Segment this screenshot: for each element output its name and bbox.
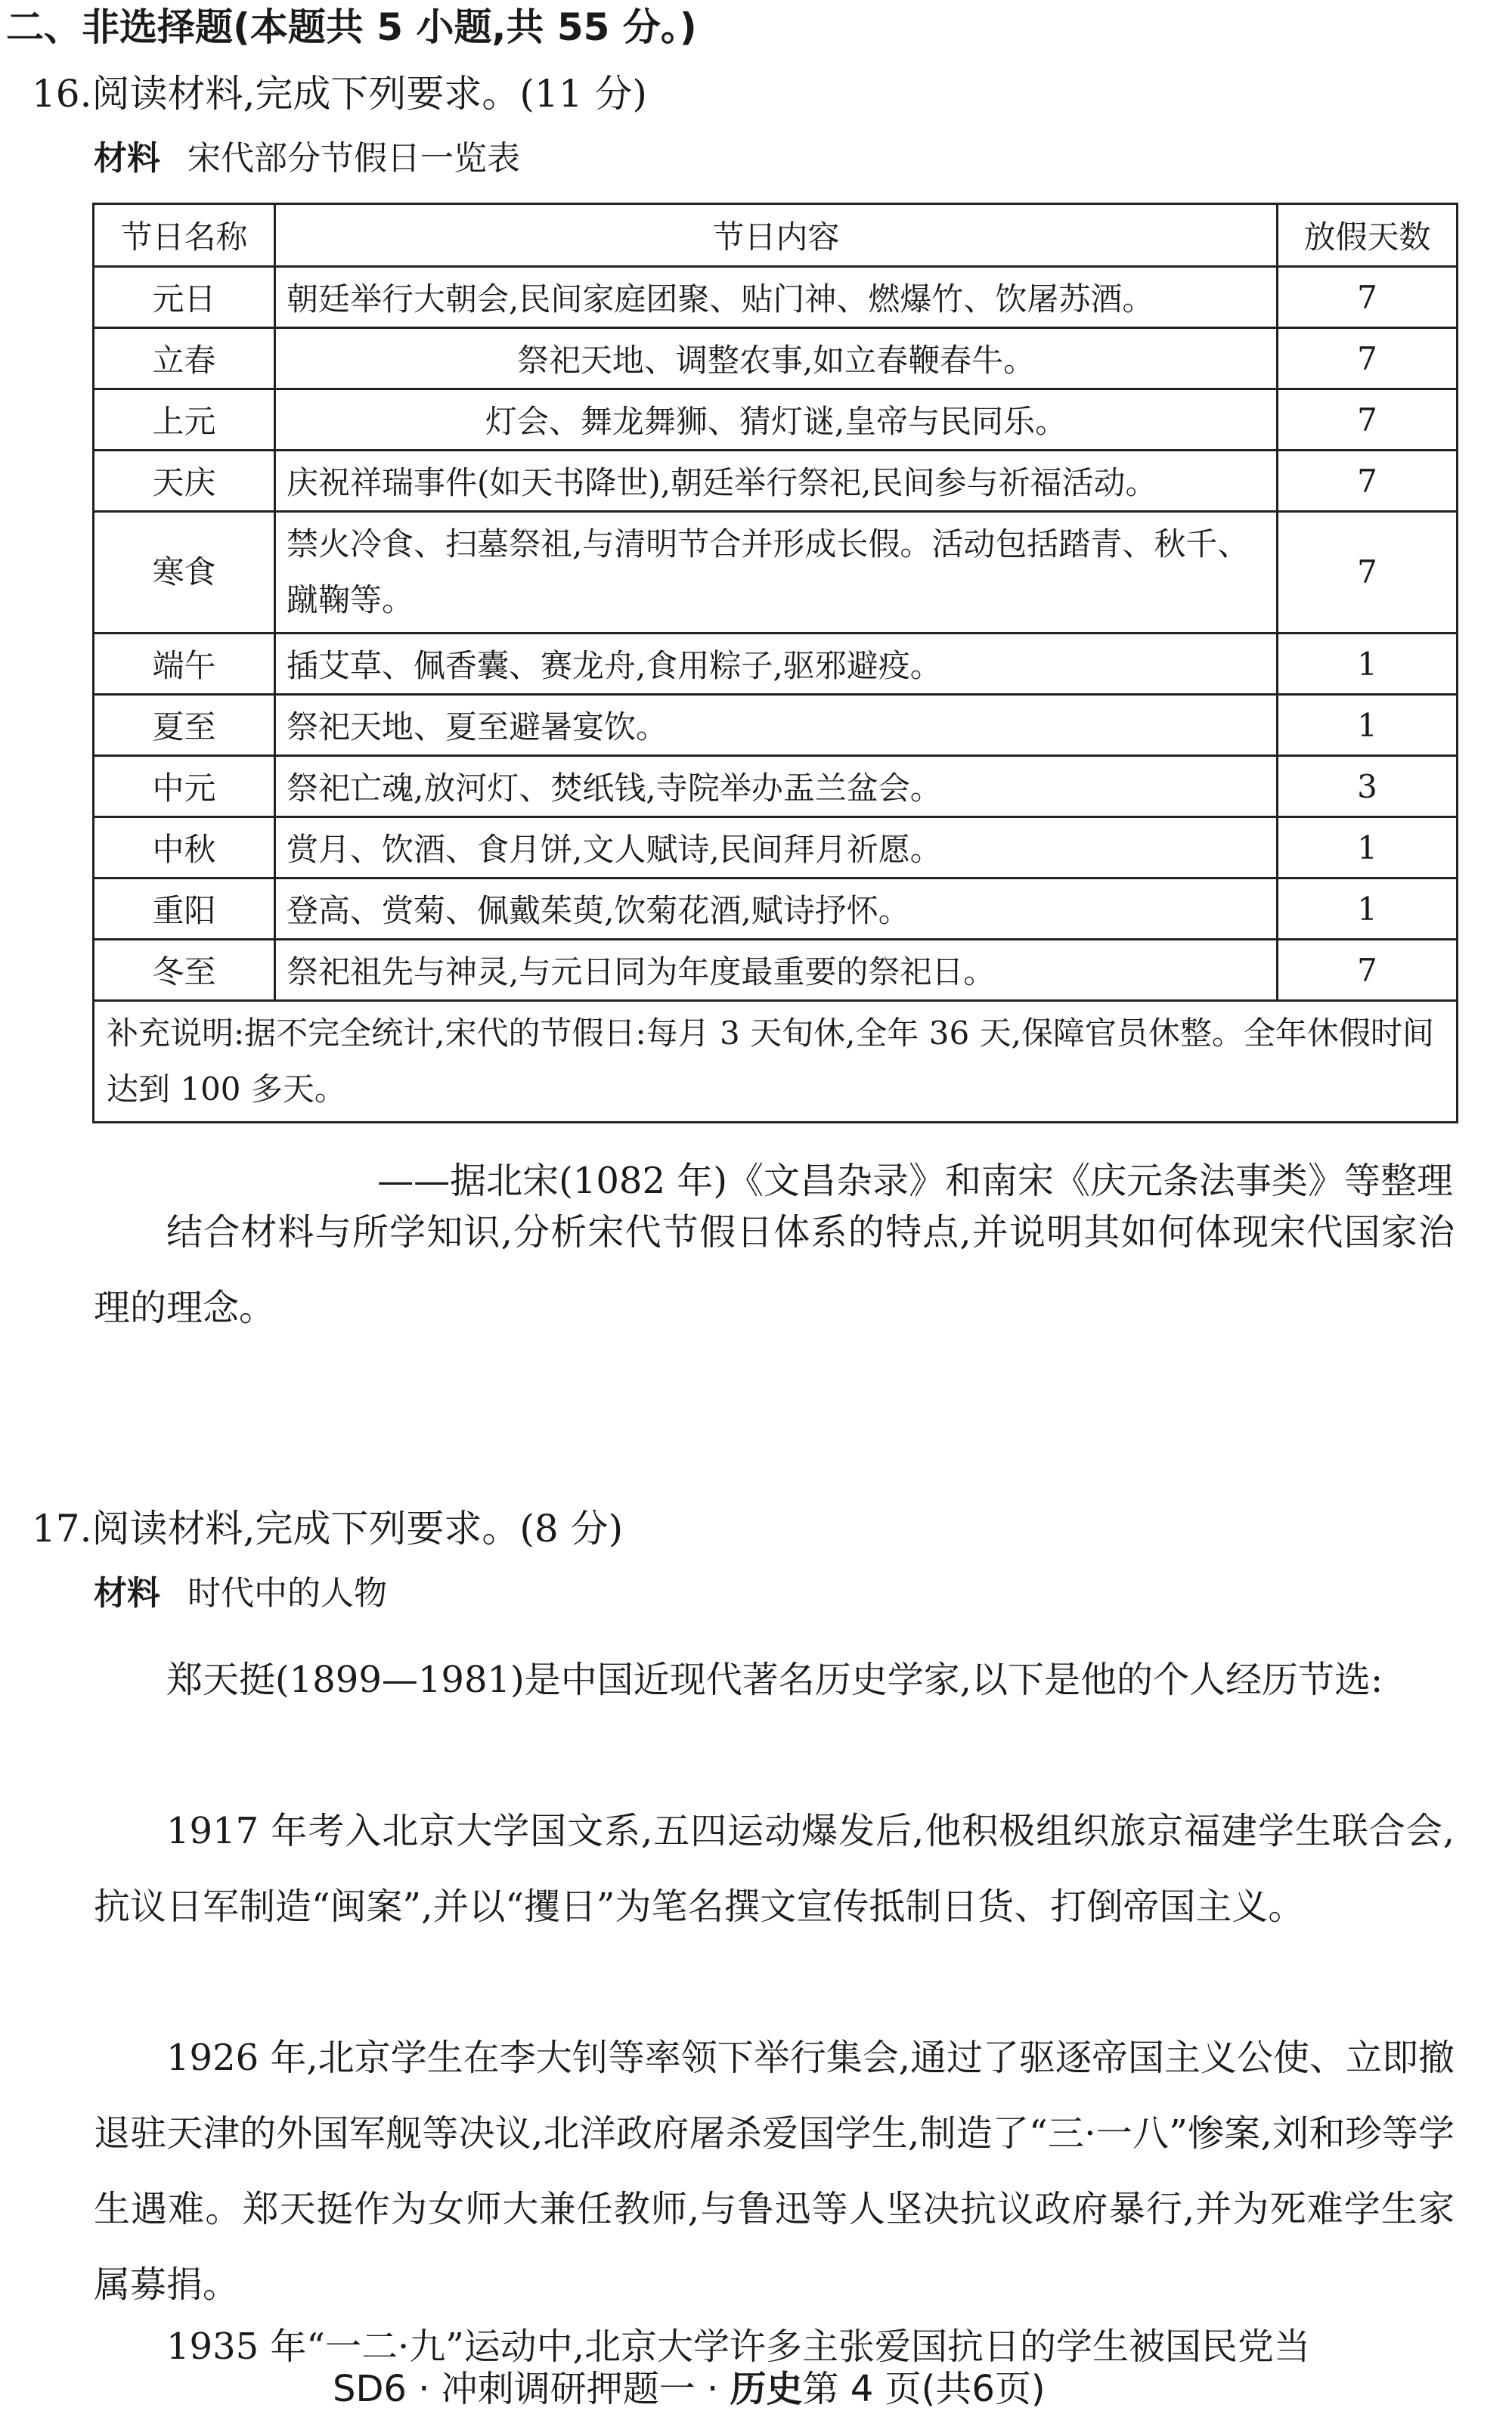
question-17-title: 17.阅读材料,完成下列要求。(8 分) <box>32 1507 624 1551</box>
holiday-name: 元日 <box>94 267 275 328</box>
table-note-row <box>94 1001 1458 1123</box>
holiday-content: 庆祝祥瑞事件(如天书降世),朝廷举行祭祀,民间参与祈福活动。 <box>275 451 1278 512</box>
holiday-table <box>92 203 1458 1123</box>
material-label: 材料 <box>94 139 160 178</box>
holiday-days: 7 <box>1278 267 1458 328</box>
q17-material-heading <box>94 1571 387 1616</box>
table-row <box>94 634 1458 695</box>
table-row <box>94 695 1458 756</box>
table-row <box>94 512 1458 634</box>
holiday-content: 祭祀祖先与神灵,与元日同为年度最重要的祭祀日。 <box>275 940 1278 1001</box>
holiday-name: 重阳 <box>94 878 275 940</box>
q17-paragraph: 1926 年,北京学生在李大钊等率领下举行集会,通过了驱逐帝国主义公使、立即撤退驻天津的外国军舰等决议,北洋政府屠杀爱国学生,制造了“三·一八”惨案,刘和珍等学生遇难。郑天挺作为女师大兼任教师,与鲁迅等人坚决抗议政府暴行,并为死难学生家属募捐。 <box>94 2037 1455 2306</box>
holiday-name: 中元 <box>94 756 275 817</box>
table-row <box>94 267 1458 328</box>
q16-source: ——据北宋(1082 年)《文昌杂录》和南宋《庆元条法事类》等整理 <box>377 1160 1453 1202</box>
material-label: 材料 <box>94 1574 160 1613</box>
table-header-row <box>94 204 1458 267</box>
holiday-content: 祭祀亡魂,放河灯、焚纸钱,寺院举办盂兰盆会。 <box>275 756 1278 817</box>
holiday-content: 朝廷举行大朝会,民间家庭团聚、贴门神、燃爆竹、饮屠苏酒。 <box>275 267 1278 328</box>
q16-question: 结合材料与所学知识,分析宋代节假日体系的特点,并说明其如何体现宋代国家治理的理念。 <box>94 1211 1455 1329</box>
holiday-name: 端午 <box>94 634 275 695</box>
table-note: 补充说明:据不完全统计,宋代的节假日:每月 3 天旬休,全年 36 天,保障官员休整。全年休假时间达到 100 多天。 <box>94 1001 1458 1123</box>
holiday-days: 7 <box>1278 389 1458 451</box>
holiday-name: 夏至 <box>94 695 275 756</box>
section-title: 二、非选择题(本题共 5 小题,共 55 分。) <box>6 5 697 49</box>
page-footer <box>333 2365 1046 2413</box>
table-row <box>94 756 1458 817</box>
holiday-content: 赏月、饮酒、食月饼,文人赋诗,民间拜月祈愿。 <box>275 817 1278 878</box>
holiday-content: 祭祀天地、调整农事,如立春鞭春牛。 <box>275 328 1278 389</box>
holiday-days: 1 <box>1278 878 1458 940</box>
material-title: 时代中的人物 <box>187 1574 387 1613</box>
table-row <box>94 878 1458 940</box>
table-row <box>94 940 1458 1001</box>
table-row <box>94 451 1458 512</box>
header-name: 节日名称 <box>94 204 275 267</box>
footer-subject: 历史 <box>730 2368 803 2410</box>
header-days: 放假天数 <box>1278 204 1458 267</box>
footer-code: SD6 · 冲刺调研押题一 · <box>333 2368 719 2410</box>
holiday-days: 3 <box>1278 756 1458 817</box>
holiday-days: 7 <box>1278 940 1458 1001</box>
holiday-name: 天庆 <box>94 451 275 512</box>
header-content: 节日内容 <box>275 204 1278 267</box>
table-row <box>94 817 1458 878</box>
q16-material-heading <box>94 136 520 181</box>
q17-paragraph: 1935 年“一二·九”运动中,北京大学许多主张爱国抗日的学生被国民党当 <box>166 2325 1311 2368</box>
holiday-content: 插艾草、佩香囊、赛龙舟,食用粽子,驱邪避疫。 <box>275 634 1278 695</box>
holiday-days: 7 <box>1278 328 1458 389</box>
table-row <box>94 328 1458 389</box>
holiday-name: 上元 <box>94 389 275 451</box>
question-16-title: 16.阅读材料,完成下列要求。(11 分) <box>32 72 647 116</box>
material-title: 宋代部分节假日一览表 <box>187 139 520 178</box>
holiday-name: 冬至 <box>94 940 275 1001</box>
q17-paragraph: 郑天挺(1899—1981)是中国近现代著名历史学家,以下是他的个人经历节选: <box>166 1659 1383 1701</box>
holiday-days: 1 <box>1278 634 1458 695</box>
holiday-days: 1 <box>1278 695 1458 756</box>
table-row <box>94 389 1458 451</box>
holiday-name: 立春 <box>94 328 275 389</box>
holiday-name: 寒食 <box>94 512 275 634</box>
holiday-content: 禁火冷食、扫墓祭祖,与清明节合并形成长假。活动包括踏青、秋千、蹴鞠等。 <box>275 512 1278 634</box>
footer-page: 第 4 页(共6页) <box>802 2368 1046 2410</box>
holiday-name: 中秋 <box>94 817 275 878</box>
holiday-content: 登高、赏菊、佩戴茱萸,饮菊花酒,赋诗抒怀。 <box>275 878 1278 940</box>
holiday-content: 祭祀天地、夏至避暑宴饮。 <box>275 695 1278 756</box>
holiday-days: 7 <box>1278 451 1458 512</box>
q17-paragraph: 1917 年考入北京大学国文系,五四运动爆发后,他积极组织旅京福建学生联合会,抗议日军制造“闽案”,并以“攫日”为笔名撰文宣传抵制日货、打倒帝国主义。 <box>94 1810 1455 1928</box>
holiday-days: 1 <box>1278 817 1458 878</box>
holiday-days: 7 <box>1278 512 1458 634</box>
holiday-content: 灯会、舞龙舞狮、猜灯谜,皇帝与民同乐。 <box>275 389 1278 451</box>
